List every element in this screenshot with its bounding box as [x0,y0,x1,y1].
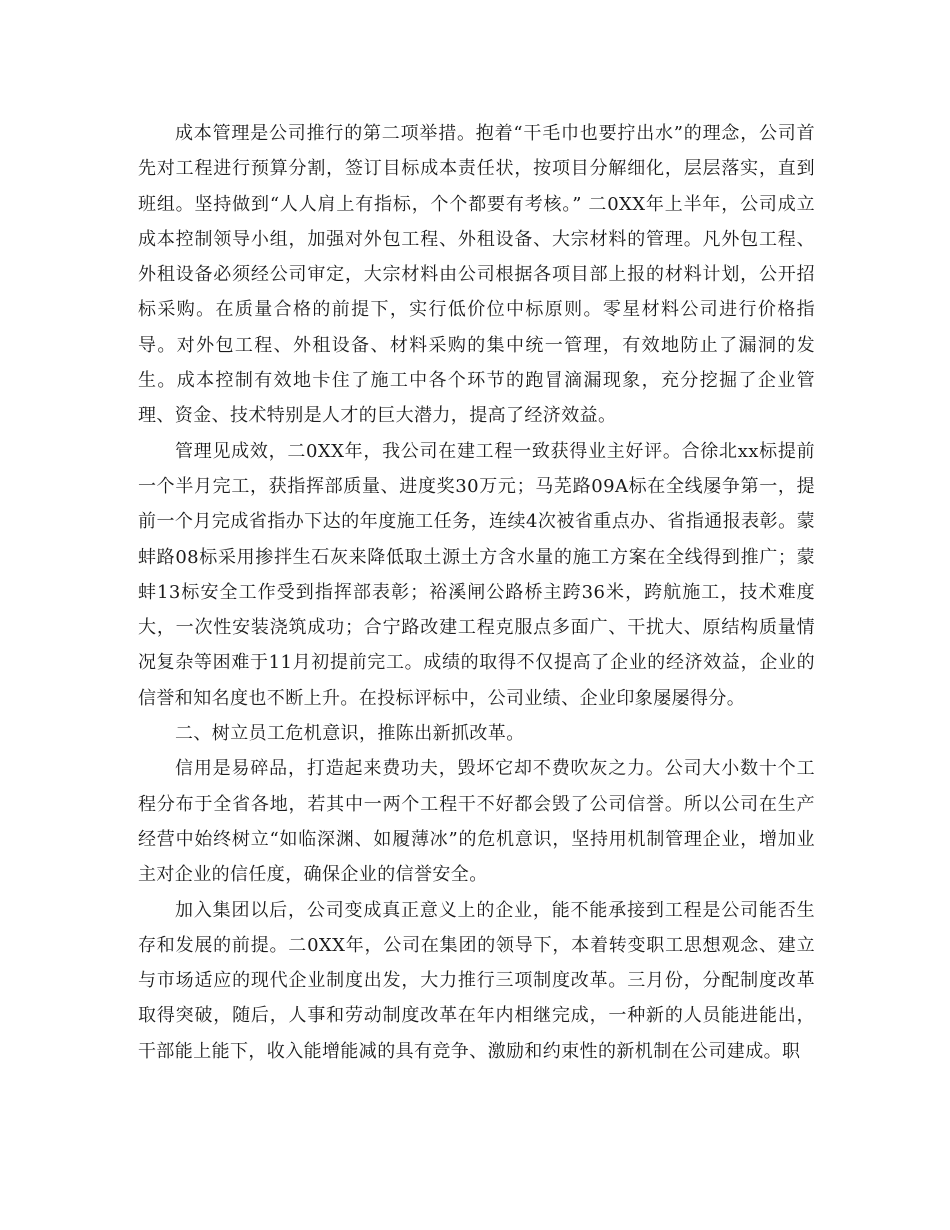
document-body [138,116,815,1069]
paragraph-reform: 加入集团以后，公司变成真正意义上的企业，能不能承接到工程是公司能否生存和发展的前提。二0XX年，公司在集团的领导下，本着转变职工思想观念、建立与市场适应的现代企业制度出发，大力推行三项制度改革。三月份，分配制度改革取得突破，随后，人事和劳动制度改革在年内相继完成，一种新的人员能进能出，干部能上能下，收入能增能减的具有竞争、激励和约束性的新机制在公司建成。职 [138,899,815,1062]
paragraph-credibility: 信用是易碎品，打造起来费功夫，毁坏它却不费吹灰之力。公司大小数十个工程分布于全省各地，若其中一两个工程干不好都会毁了公司信誉。所以公司在生产经营中始终树立“如临深渊、如履薄冰”的危机意识，坚持用机制管理企业，增加业主对企业的信任度，确保企业的信誉安全。 [138,758,815,886]
section-heading-crisis-awareness: 二、树立员工危机意识，推陈出新抓改革。 [175,723,525,745]
paragraph-management-results: 管理见成效，二0XX年，我公司在建工程一致获得业主好评。合徐北xx标提前一个半月完工，获指挥部质量、进度奖30万元；马芜路09A标在全线屡争第一，提前一个月完成省指办下达的年度施工任务，连续4次被省重点办、省指通报表彰。蒙蚌路08标采用掺拌生石灰来降低取土源土方含水量的施工方案在全线得到推广；蒙蚌13标安全工作受到指挥部表彰；裕溪闸公路桥主跨36米，跨航施工，技术难度大，一次性安装浇筑成功；合宁路改建工程克服点多面广、干扰大、原结构质量情况复杂等困难于11月初提前完工。成绩的取得不仅提高了企业的经济效益，企业的信誉和知名度也不断上升。在投标评标中，公司业绩、企业印象屡屡得分。 [138,440,815,709]
paragraph-cost-management: 成本管理是公司推行的第二项举措。抱着“干毛巾也要拧出水”的理念，公司首先对工程进行预算分割，签订目标成本责任状，按项目分解细化，层层落实，直到班组。坚持做到“人人肩上有指标，个个都要有考核。” 二0XX年上半年，公司成立成本控制领导小组，加强对外包工程、外租设备、大宗材料的管理。凡外包工程、外租设备必须经公司审定，大宗材料由公司根据各项目部上报的材料计划，公开招标采购。在质量合格的前提下，实行低价位中标原则。零星材料公司进行价格指导。对外包工程、外租设备、材料采购的集中统一管理，有效地防止了漏洞的发生。成本控制有效地卡住了施工中各个环节的跑冒滴漏现象，充分挖掘了企业管理、资金、技术特别是人才的巨大潜力，提高了经济效益。 [138,123,815,427]
